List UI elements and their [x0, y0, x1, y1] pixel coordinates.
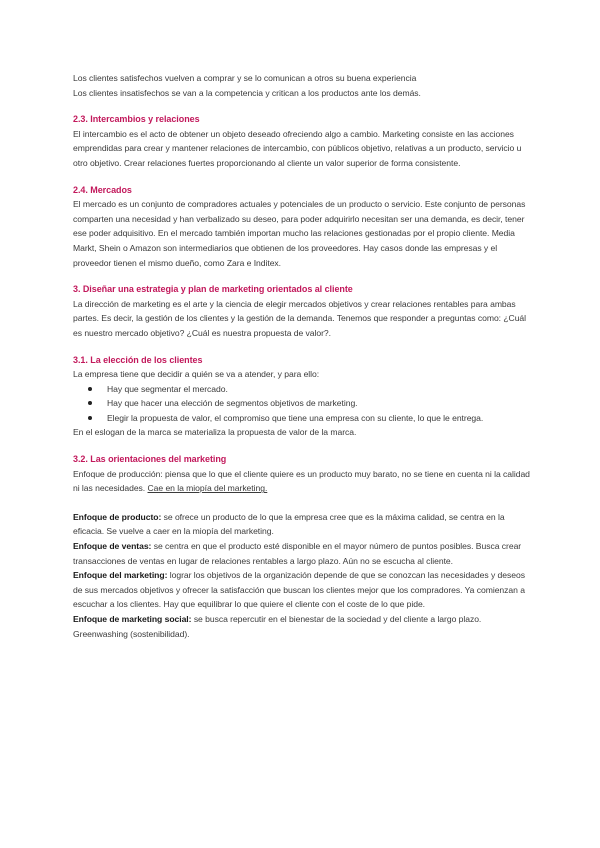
section-body-2-4: El mercado es un conjunto de compradores actuales y potenciales de un producto o servicio. Este conjunto de personas comparten una necesidad y han verbalizado su deseo, para poder adquirirlo necesitan ser una demanda, es decir, tener ese poder adquisitivo. En el mercado también importan mucho las relaciones gestionadas por el propio cliente. Media Markt, Shein o Amazon son intermediarios que obtienen de los proveedores. Hay casos donde las empresas y el proveedor tienen el mismo dueño, como Zara e Inditex. [73, 199, 526, 268]
intro-line-1: Los clientes satisfechos vuelven a comprar y se lo comunican a otros su buena experiencia [73, 73, 417, 83]
spacer [73, 440, 535, 452]
enfoque-producto-label: Enfoque de producto: [73, 511, 162, 522]
enfoque-marketing [73, 568, 535, 612]
miopia-marketing-link[interactable]: Cae en la miopía del marketing. [147, 483, 268, 494]
enfoque-produccion-text: Enfoque de producción: piensa que lo que el cliente quiere es un producto muy barato, no se tiene en cuenta ni la calidad ni las necesidades. [73, 468, 530, 494]
spacer [73, 270, 535, 282]
section-body-2-3: El intercambio es el acto de obtener un objeto deseado ofreciendo algo a cambio. Marketing consiste en las acciones emprendidas para crear y mantener relaciones de intercambio, con públicos objetivo, relativas a un producto, servicio u otro objetivo. Crear relaciones fuertes proporcionando al cliente un valor superior de forma consistente. [73, 128, 522, 168]
section-heading-3-2: 3.2. Las orientaciones del marketing [73, 454, 227, 465]
bullet-icon [88, 387, 92, 391]
spacer [73, 341, 535, 353]
enfoque-ventas-label: Enfoque de ventas: [73, 541, 152, 552]
bullet-list [73, 382, 535, 426]
section-heading-2-4: 2.4. Mercados [73, 184, 132, 195]
enfoque-producto [73, 510, 535, 539]
section-intro-3-1: La empresa tiene que decidir a quién se va a atender, y para ello: [73, 369, 320, 380]
enfoque-marketing-text: lograr los objetivos de la organización depende de que se conozcan las necesidades y deseos de sus mercados objetivos y ofrecer la satisfacción que buscan los clientes mejor que los compradores. Ya comienzan a escuchar a los clientes. Hay que equilibrar lo que quiere el cliente con el coste de lo que pide. [73, 570, 525, 610]
spacer [73, 171, 535, 183]
bullet-icon [88, 401, 92, 405]
section-heading-2-3: 2.3. Intercambios y relaciones [73, 114, 200, 125]
list-item-text: Elegir la propuesta de valor, el compromiso que tiene una empresa con su cliente, lo que le entrega. [107, 412, 484, 423]
enfoque-producto-text: se ofrece un producto de lo que la empresa cree que es la máxima calidad, se centra en la eficacia. Se vuelve a caer en la miopía del marketing. [73, 511, 505, 537]
enfoque-social-text: se busca repercutir en el bienestar de la sociedad y del cliente a largo plazo. Greenwashing (sostenibilidad). [73, 614, 482, 639]
enfoque-social [73, 612, 535, 641]
section-heading-3: 3. Diseñar una estrategia y plan de marketing orientados al cliente [73, 284, 353, 295]
enfoque-produccion [73, 467, 535, 496]
spacer [73, 496, 535, 510]
bullet-icon [88, 416, 92, 420]
list-item [73, 396, 535, 411]
list-item [73, 382, 535, 397]
section-outro-3-1: En el eslogan de la marca se materializa la propuesta de valor de la marca. [73, 427, 357, 438]
section-body-3: La dirección de marketing es el arte y la ciencia de elegir mercados objetivos y crear relaciones rentables para ambas partes. Es decir, la gestión de los clientes y la gestión de la demanda. Tenemos que responder a preguntas como: ¿Cuál es nuestro mercado objetivo? ¿Cuál es nuestra propuesta de valor?. [73, 298, 527, 338]
list-item [73, 411, 535, 426]
list-item-text: Hay que segmentar el mercado. [107, 383, 228, 394]
enfoque-marketing-label: Enfoque del marketing: [73, 570, 168, 581]
intro-line-2: Los clientes insatisfechos se van a la competencia y critican a los productos ante los demás. [73, 87, 421, 98]
enfoque-ventas-text: se centra en que el producto esté disponible en el mayor número de puntos posibles. Busca crear transacciones de ventas en lugar de relaciones rentables a largo plazo. Aún no se escucha al cliente. [73, 541, 522, 566]
page-content [73, 71, 535, 641]
list-item-text: Hay que hacer una elección de segmentos objetivos de marketing. [107, 398, 358, 409]
section-heading-3-1: 3.1. La elección de los clientes [73, 354, 203, 365]
spacer [73, 100, 535, 112]
enfoque-ventas [73, 539, 535, 568]
enfoque-social-label: Enfoque de marketing social: [73, 614, 192, 624]
